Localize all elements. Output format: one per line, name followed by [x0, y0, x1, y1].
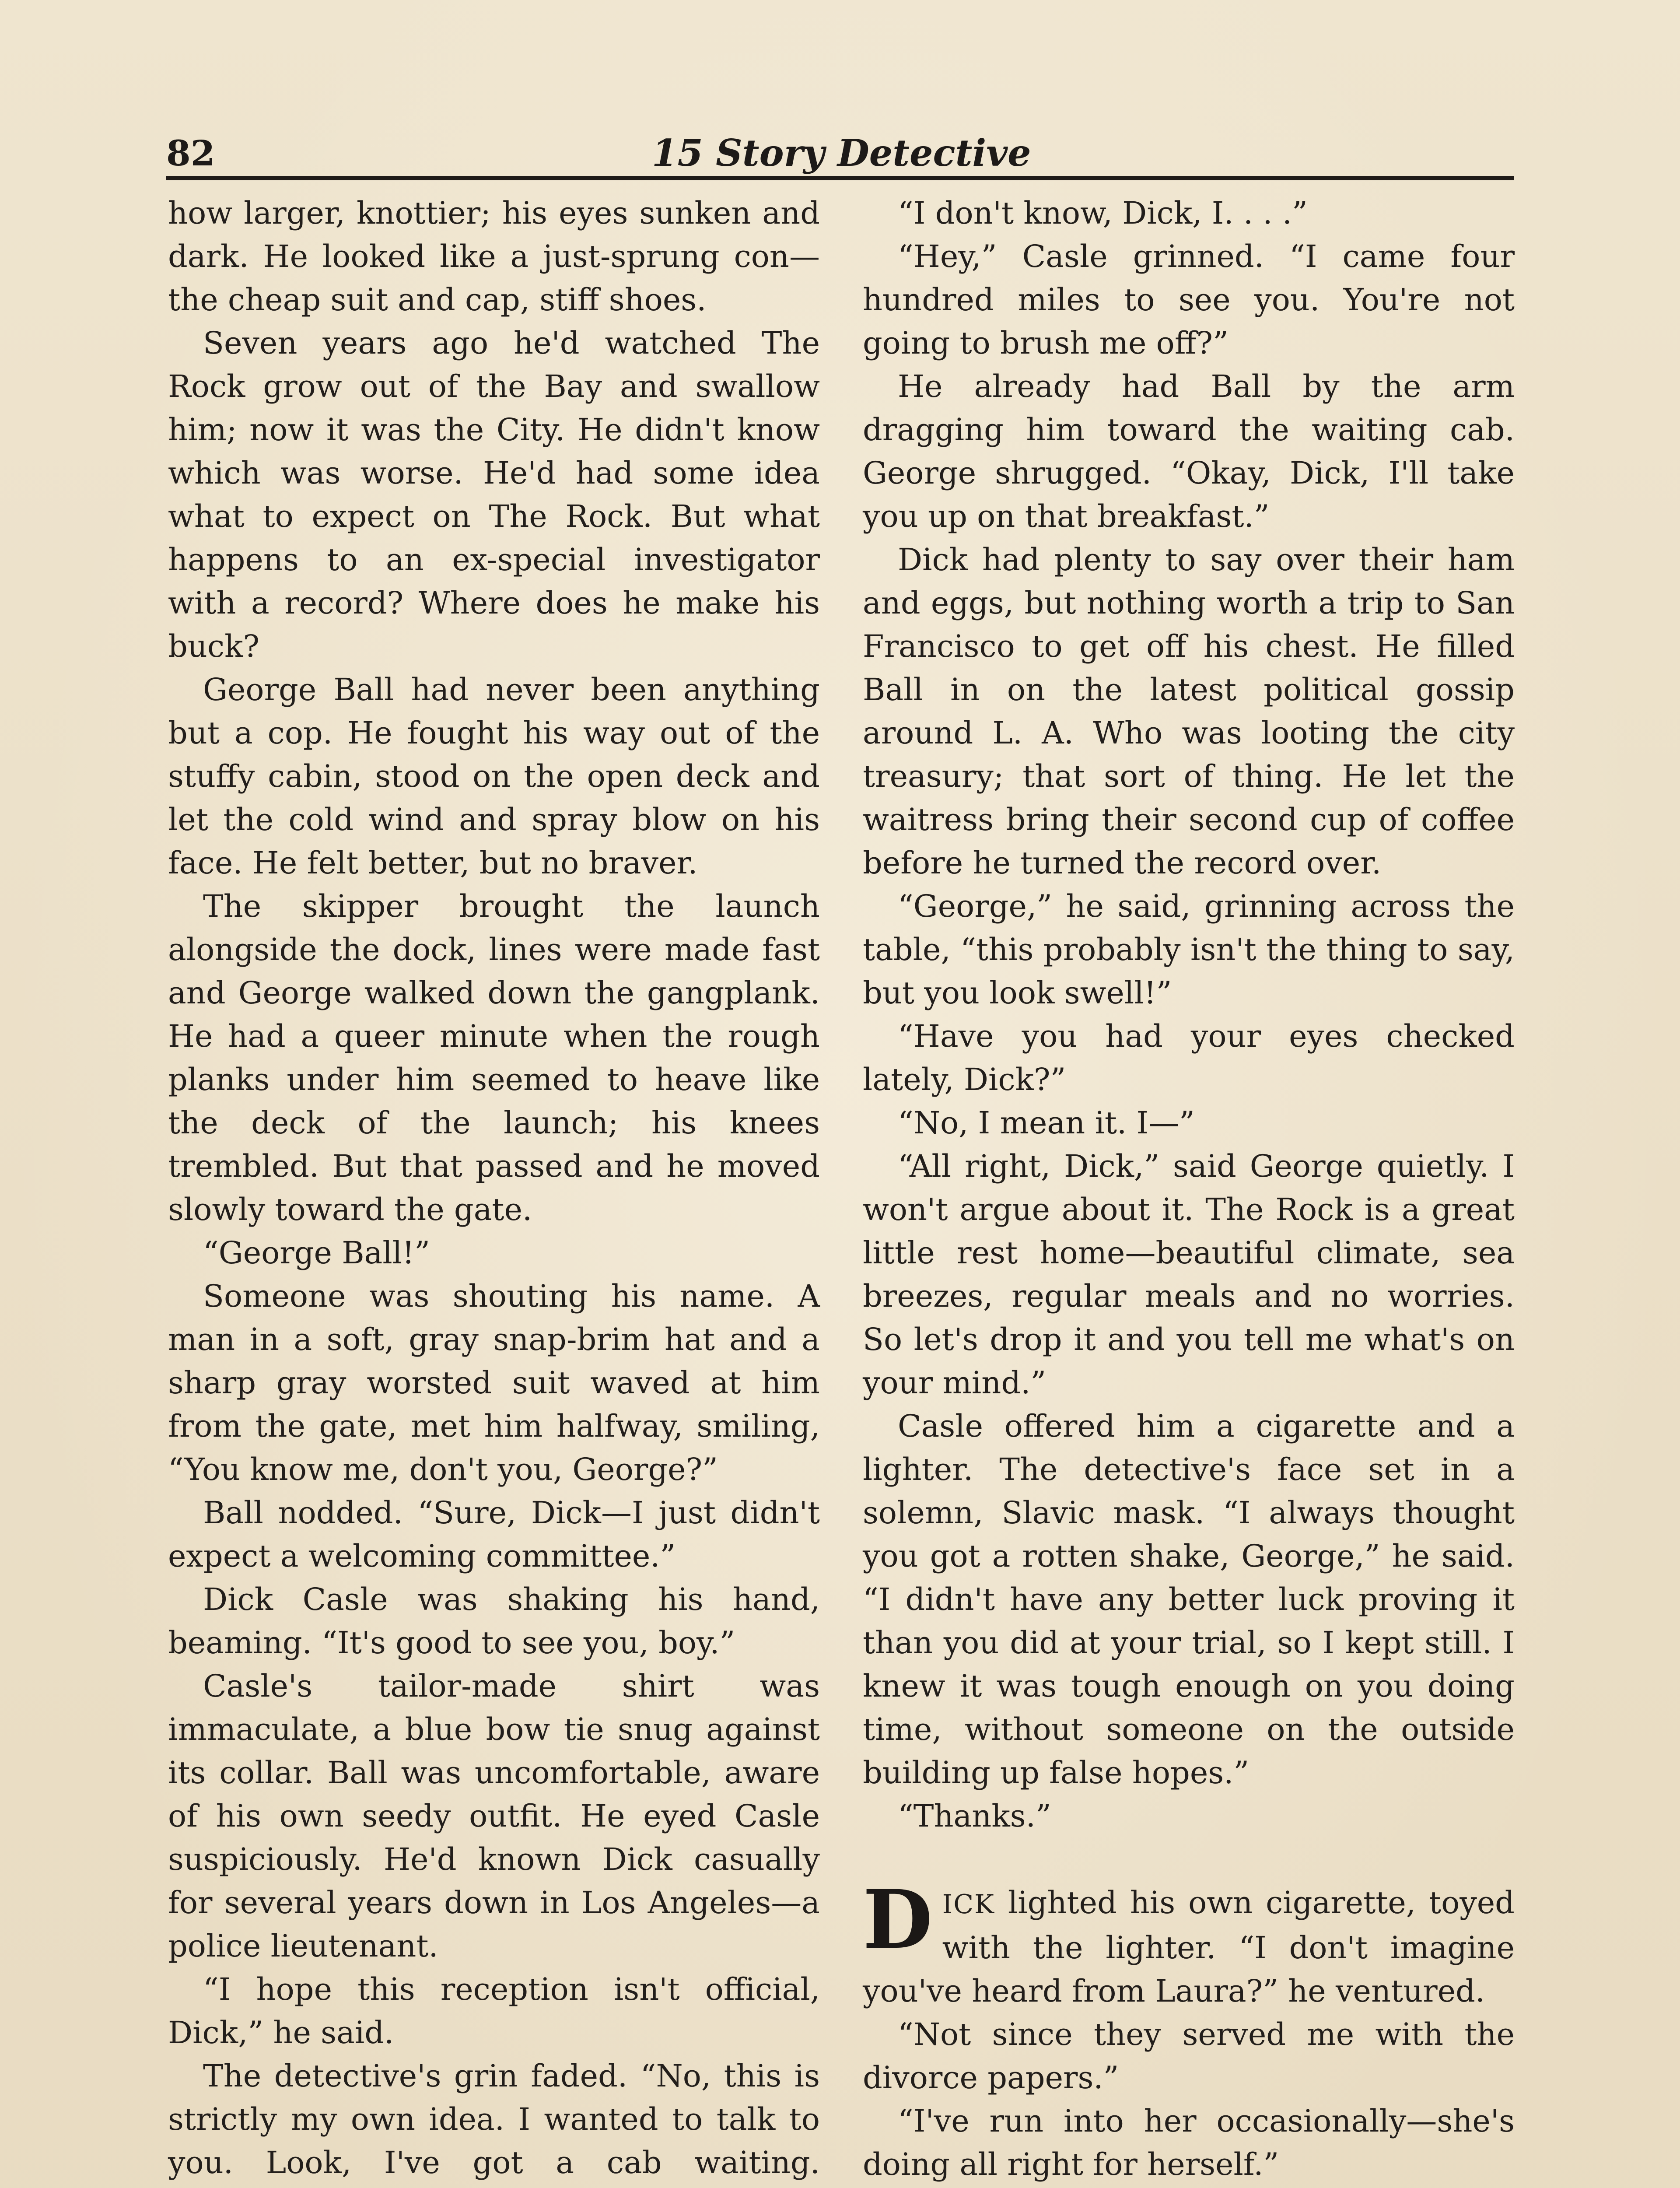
paragraph: “Thanks.”	[898, 1798, 1051, 1834]
paragraph: “I don't know, Dick, I. . . .”	[898, 195, 1308, 231]
opening-paragraph-text: lighted his own cigarette, toyed with the lighter. “I don't imagine you've heard from Laura?” he ventured.	[863, 1885, 1515, 2009]
paragraph: Dick Casle was shaking his hand, beaming. “It's good to see you, boy.”	[168, 1581, 820, 1661]
paragraph: “George Ball!”	[203, 1235, 430, 1271]
paragraph: George Ball had never been anything but a cop. He fought his way out of the stuffy cabin, stood on the open deck and let the cold wind and spray blow on his face. He felt better, but no braver.	[168, 672, 820, 881]
header-rule	[166, 176, 1514, 180]
paragraph: “I hope this reception isn't official, Dick,” he said.	[168, 1971, 820, 2051]
paragraph	[863, 2186, 1515, 2188]
paragraph: “Have you had your eyes checked lately, Dick?”	[863, 1018, 1515, 1098]
drop-cap: D	[863, 1872, 933, 1967]
paragraph: “George,” he said, grinning across the table, “this probably isn't the thing to say, but you look swell!”	[863, 888, 1515, 1011]
drop-cap-continuation: ICK	[942, 1889, 995, 1920]
paragraph: “Hey,” Casle grinned. “I came four hundred miles to see you. You're not going to brush me off?”	[863, 238, 1515, 361]
page-header	[166, 129, 1514, 177]
right-column	[863, 192, 1515, 2188]
paragraph: Dick had plenty to say over their ham and eggs, but nothing worth a trip to San Francisco to get off his chest. He filled Ball in on the latest political gossip around L. A. Who was looting the city treasury; that sort of thing. He let the waitress bring their second cup of coffee before he turned the record over.	[863, 542, 1515, 881]
paragraph: Casle's tailor-made shirt was immaculate, a blue bow tie snug against its collar. Ball was uncomfortable, aware of his own seedy outfit. He eyed Casle suspiciously. He'd known Dick casually for several years down in Los Angeles—a police lieutenant.	[168, 1668, 820, 1964]
paragraph: He already had Ball by the arm dragging him toward the waiting cab. George shrugged. “Okay, Dick, I'll take you up on that breakfast.”	[863, 368, 1515, 534]
paragraph: “Not since they served me with the divorce papers.”	[863, 2016, 1515, 2096]
paragraph: “No, I mean it. I—”	[898, 1105, 1195, 1141]
paragraph: “I've run into her occasionally—she's doing all right for herself.”	[863, 2103, 1515, 2182]
left-column	[168, 192, 820, 2188]
paragraph: “All right, Dick,” said George quietly. I won't argue about it. The Rock is a great little rest home—beautiful climate, sea breezes, regular meals and no worries. So let's drop it and you tell me what's on your mind.”	[863, 1148, 1515, 1401]
page-number: 82	[166, 133, 215, 174]
paragraph: Someone was shouting his name. A man in a soft, gray snap-brim hat and a sharp gray worsted suit waved at him from the gate, met him halfway, smiling, “You know me, don't you, George?”	[168, 1278, 820, 1487]
paragraph: The skipper brought the launch alongside the dock, lines were made fast and George walked down the gangplank. He had a queer minute when the rough planks under him seemed to heave like the deck of the launch; his knees trembled. But that passed and he moved slowly toward the gate.	[168, 888, 820, 1227]
paragraph: The detective's grin faded. “No, this is strictly my own idea. I wanted to talk to you. Look, I've got a cab waiting.	[168, 2058, 820, 2181]
paragraph: how larger, knottier; his eyes sunken and dark. He looked like a just-sprung con—the cheap suit and cap, stiff shoes.	[168, 195, 820, 318]
section-opening-paragraph	[863, 1872, 1515, 2013]
paragraph: Ball nodded. “Sure, Dick—I just didn't expect a welcoming committee.”	[168, 1495, 820, 1574]
paragraph: Casle offered him a cigarette and a lighter. The detective's face set in a solemn, Slavic mask. “I always thought you got a rotten shake, George,” he said. “I didn't have any better luck proving it than you did at your trial, so I kept still. I knew it was tough enough on you doing time, without someone on the outside building up false hopes.”	[863, 1408, 1515, 1791]
running-title: 15 Story Detective	[652, 131, 1031, 175]
paragraph: Seven years ago he'd watched The Rock grow out of the Bay and swallow him; now it was the City. He didn't know which was worse. He'd had some idea what to expect on The Rock. But what happens to an ex-special investigator with a record? Where does he make his buck?	[168, 325, 820, 664]
